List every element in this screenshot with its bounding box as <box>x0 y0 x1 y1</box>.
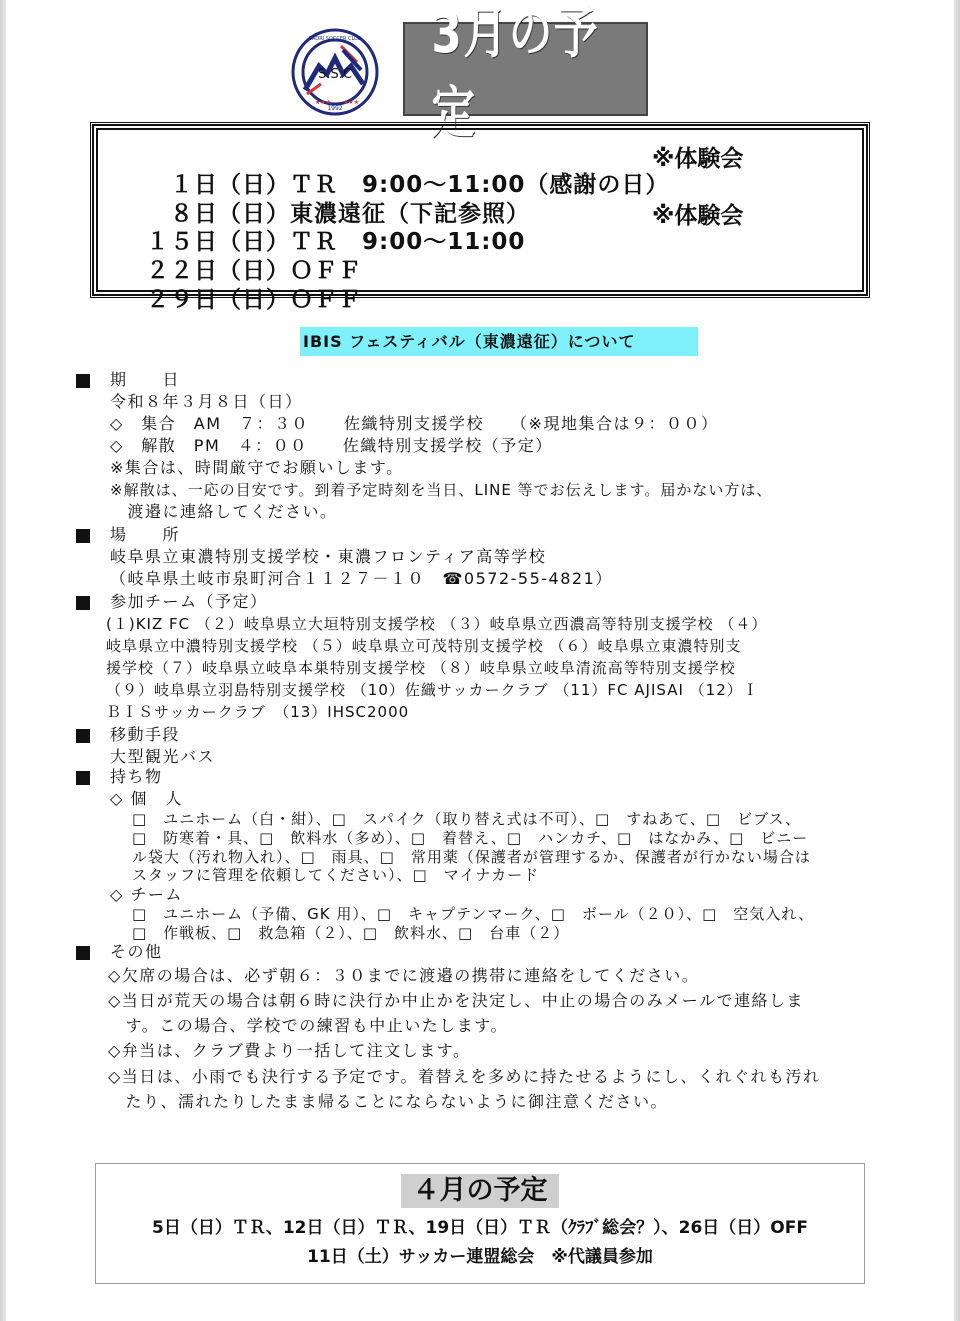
other-line: ◇当日は、小雨でも決行する予定です。着替えを多めに持たせるようにし、くれぐれも汚れ <box>108 1067 821 1086</box>
schedule-event: ＯＦＦ <box>290 287 363 313</box>
section-heading-teams: 参加チーム（予定） <box>110 592 268 611</box>
svg-text:SAORI SOCCER CLUB: SAORI SOCCER CLUB <box>308 36 362 42</box>
schedule-event: ＴＲ 9:00～11:00（感謝の日） <box>290 172 670 198</box>
section-heading-date: 期 日 <box>110 370 181 389</box>
section-heading-other: その他 <box>110 942 163 961</box>
schedule-date: １日（日） <box>146 172 291 198</box>
event-date: 令和８年３月８日（日） <box>110 392 303 411</box>
svg-text:1992: 1992 <box>327 105 343 112</box>
section-heading-transport: 移動手段 <box>110 725 181 744</box>
note-line: ※解散は、一応の目安です。到着予定時刻を当日、LINE 等でお伝えします。届かない方は、 <box>110 481 773 499</box>
svg-text:★★★: ★★★ <box>315 99 332 106</box>
page-edge-left <box>0 0 6 1321</box>
schedule-note: ※体験会 <box>652 203 744 229</box>
page-edge-right <box>954 0 960 1321</box>
teams-line: 岐阜県立中濃特別支援学校 （５）岐阜県立可茂特別支援学校 （６）岐阜県立東濃特別支 <box>106 637 742 655</box>
schedule-event: ＯＦＦ <box>290 258 363 284</box>
checklist-line: □ ユニホーム（白・紺）、□ スパイク（取り替え式は不可）、□ すねあて、□ ビブス、 <box>132 810 801 828</box>
note-line: ※集合は、時間厳守でお願いします。 <box>110 458 404 477</box>
schedule-event: ＴＲ 9:00～11:00 <box>290 229 526 255</box>
square-bullet-icon <box>76 529 90 543</box>
schedule-note: ※体験会 <box>652 146 744 172</box>
checklist-line: スタッフに管理を依頼してください）、□ マイナカード <box>132 866 540 884</box>
schedule-date: １５日（日） <box>146 229 291 255</box>
other-line: ◇当日が荒天の場合は朝６時に決行か中止かを決定し、中止の場合のみメールで連絡しま <box>108 991 804 1010</box>
svg-text:S.S.C: S.S.C <box>318 67 352 82</box>
other-line: ◇欠席の場合は、必ず朝６：３０までに渡邉の携帯に連絡をしてください。 <box>108 966 700 985</box>
teams-line: (１)KIZ FC （２）岐阜県立大垣特別支援学校 （３）岐阜県立西濃高等特別支援学校 （４） <box>106 615 768 633</box>
page-title-box <box>403 1 648 146</box>
teams-line: 援学校（７）岐阜県立岐阜本巣特別支援学校 （８）岐阜県立岐阜清流高等特別支援学校 <box>106 659 736 677</box>
section-heading-place: 場 所 <box>110 525 181 544</box>
schedule-event: 東濃遠征（下記参照） <box>290 201 531 227</box>
schedule-date: ８日（日） <box>146 201 291 227</box>
dismissal-time: ◇ 解散 PM ４：００ 佐織特別支援学校（予定） <box>110 436 553 455</box>
april-schedule-line: 11日（土）サッカー連盟総会 ※代議員参加 <box>307 1247 653 1267</box>
other-line: たり、濡れたりしたまま帰ることにならないように御注意ください。 <box>108 1092 669 1111</box>
square-bullet-icon <box>76 596 90 610</box>
square-bullet-icon <box>76 771 90 785</box>
april-schedule-line: 5日（日）ＴＲ、12日（日）ＴＲ、19日（日）ＴＲ（ｸﾗﾌﾞ総会？）、26日（日）OFF <box>152 1218 808 1238</box>
checklist-line: □ ユニホーム（予備、GK 用）、□ キャプテンマーク、□ ボール（２０）、□ 空気入れ、 <box>132 905 815 923</box>
checklist-line: □ 作戦板、□ 救急箱（２）、□ 飲料水、□ 台車（２） <box>132 924 570 942</box>
april-title: ４月の予定 <box>401 1174 559 1208</box>
teams-line: ＢＩＳサッカークラブ （13）IHSC2000 <box>106 703 410 721</box>
assembly-time: ◇ 集合 AM ７：３０ 佐織特別支援学校 （※現地集合は９：００） <box>110 414 719 433</box>
square-bullet-icon <box>76 729 90 743</box>
schedule-row <box>128 255 362 314</box>
svg-text:★★★: ★★★ <box>343 99 360 106</box>
page-title: 3月の予定 <box>431 1 600 146</box>
transport-value: 大型観光バス <box>110 747 216 766</box>
teams-line: （９）岐阜県立羽島特別支援学校 （10）佐織サッカークラブ （11）FC AJISAI （12）Ｉ <box>106 681 759 699</box>
venue-address: （岐阜県土岐市泉町河合１１２７－１０ ☎0572-55-4821） <box>110 569 613 588</box>
schedule-date: ２９日（日） <box>146 287 291 313</box>
other-line: す。この場合、学校での練習も中止いたします。 <box>108 1016 508 1035</box>
section-heading-belongings: 持ち物 <box>110 767 163 786</box>
other-line: ◇弁当は、クラブ費より一括して注文します。 <box>108 1041 471 1060</box>
festival-title: IBIS フェスティバル（東濃遠征）について <box>300 327 698 356</box>
team-heading: ◇ チーム <box>110 885 183 904</box>
schedule-date: ２２日（日） <box>146 258 291 284</box>
personal-heading: ◇ 個 人 <box>110 789 183 808</box>
checklist-line: □ 防寒着・具、□ 飲料水（多め）、□ 着替え、□ ハンカチ、□ はなかみ、□ ビニー <box>132 829 809 847</box>
square-bullet-icon <box>76 946 90 960</box>
note-line: 渡邉に連絡してください。 <box>110 502 338 521</box>
venue-name: 岐阜県立東濃特別支援学校・東濃フロンティア高等学校 <box>110 547 547 566</box>
club-logo <box>291 28 379 116</box>
checklist-line: ル袋大（汚れ物入れ）、□ 雨具、□ 常用薬（保護者が管理するか、保護者が行かない場合は <box>132 848 811 866</box>
square-bullet-icon <box>76 374 90 388</box>
